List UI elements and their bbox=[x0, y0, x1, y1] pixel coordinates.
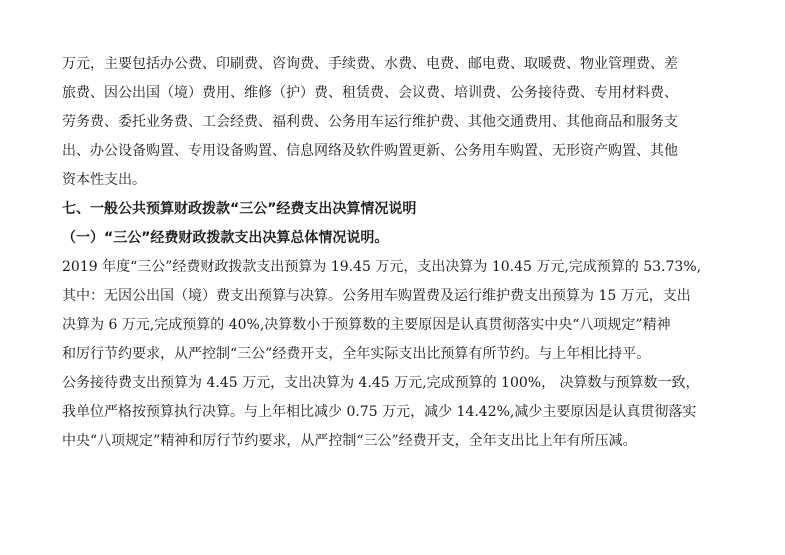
paragraph-2-line-1: 公务接待费支出预算为 4.45 万元，支出决算为 4.45 万元,完成预算的 100%， 决算数与预算数一致， bbox=[62, 375, 700, 391]
subsection-heading: （一）“三公”经费财政拨款支出决算总体情况说明。 bbox=[62, 230, 389, 246]
intro-line-4: 出、办公设备购置、专用设备购置、信息网络及软件购置更新、公务用车购置、无形资产购置、其他 bbox=[62, 143, 678, 159]
paragraph-1-line-2: 其中：无因公出国（境）费支出预算与决算。公务用车购置费及运行维护费支出预算为 15 万元，支出 bbox=[62, 288, 691, 304]
paragraph-2-line-2: 我单位严格按预算执行决算。与上年相比减少 0.75 万元，减少 14.42%,减少主要原因是认真贯彻落实 bbox=[62, 404, 697, 420]
paragraph-1-line-4: 和厉行节约要求，从严控制“三公”经费开支，全年实际支出比预算有所节约。与上年相比持平。 bbox=[62, 346, 651, 362]
paragraph-1-line-1: 2019 年度“三公”经费财政拨款支出预算为 19.45 万元，支出决算为 10.45 万元,完成预算的 53.73%, bbox=[62, 259, 702, 275]
paragraph-2-line-3: 中央“八项规定”精神和厉行节约要求，从严控制“三公”经费开支，全年支出比上年有所压减。 bbox=[62, 433, 637, 449]
intro-line-5: 资本性支出。 bbox=[62, 172, 146, 188]
intro-line-2: 旅费、因公出国（境）费用、维修（护）费、租赁费、会议费、培训费、公务接待费、专用材料费、 bbox=[62, 85, 678, 101]
intro-line-1: 万元，主要包括办公费、印刷费、咨询费、手续费、水费、电费、邮电费、取暖费、物业管理费、差 bbox=[62, 56, 678, 72]
paragraph-1-line-3: 决算为 6 万元,完成预算的 40%,决算数小于预算数的主要原因是认真贯彻落实中央“八项规定”精神 bbox=[62, 317, 671, 333]
section-heading: 七、一般公共预算财政拨款“三公”经费支出决算情况说明 bbox=[62, 201, 417, 217]
intro-line-3: 劳务费、委托业务费、工会经费、福利费、公务用车运行维护费、其他交通费用、其他商品和服务支 bbox=[62, 114, 678, 130]
